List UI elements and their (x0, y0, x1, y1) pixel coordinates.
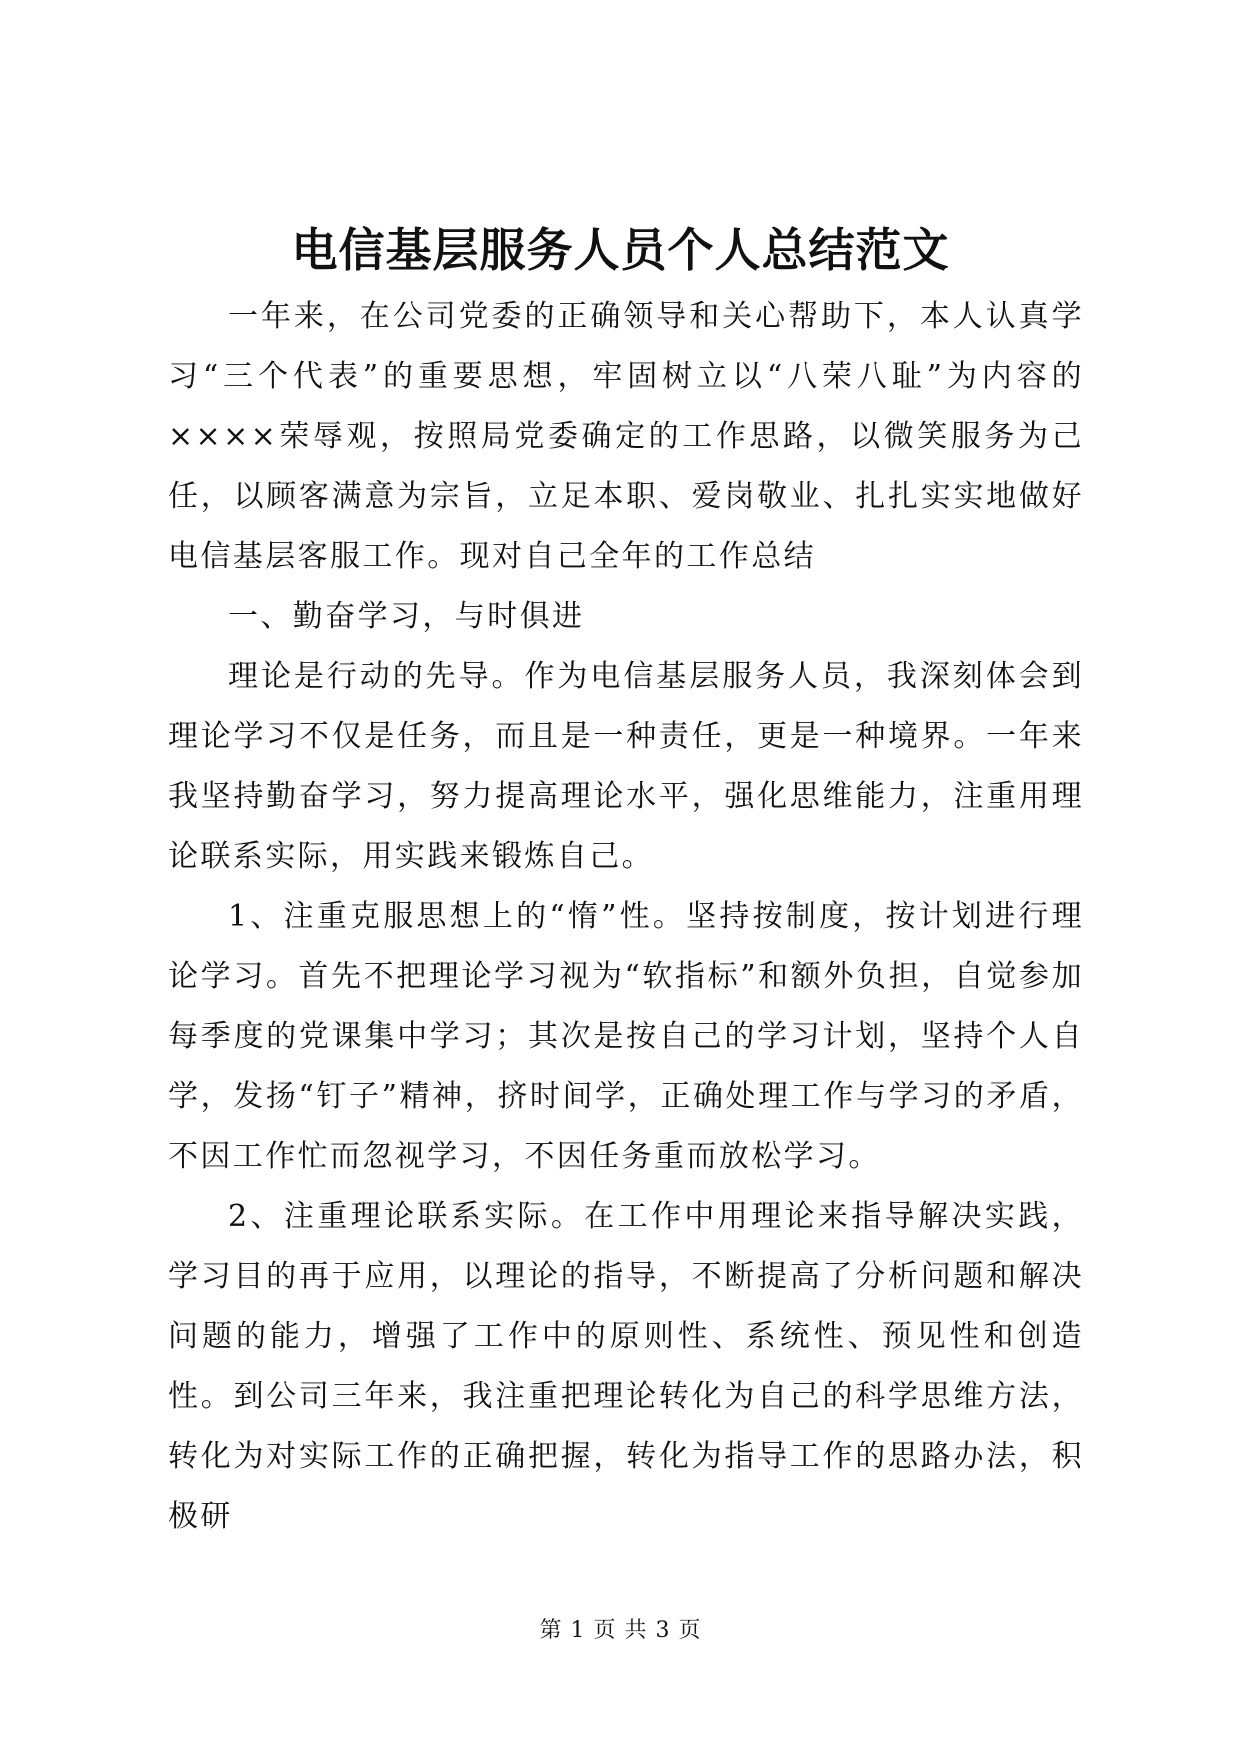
paragraph-theory: 理论是行动的先导。作为电信基层服务人员，我深刻体会到理论学习不仅是任务，而且是一种责任，更是一种境界。一年来我坚持勤奋学习，努力提高理论水平，强化思维能力，注重用理论联系实际，用实践来锻炼自己。 (168, 659, 1084, 874)
paragraph-point-1: 1、注重克服思想上的“惰”性。坚持按制度，按计划进行理论学习。首先不把理论学习视为“软指标”和额外负担，自觉参加每季度的党课集中学习；其次是按自己的学习计划，坚持个人自学，发扬“钉子”精神，挤时间学，正确处理工作与学习的矛盾，不因工作忙而忽视学习，不因任务重而放松学习。 (168, 899, 1084, 1174)
document-title: 电信基层服务人员个人总结范文 (291, 223, 950, 277)
document-body (168, 287, 1084, 1547)
paragraph-intro: 一年来，在公司党委的正确领导和关心帮助下，本人认真学习“三个代表”的重要思想，牢固树立以“八荣八耻”为内容的××××荣辱观，按照局党委确定的工作思路，以微笑服务为己任，以顾客满意为宗旨，立足本职、爱岗敬业、扎扎实实地做好电信基层客服工作。现对自己全年的工作总结 (168, 299, 1084, 574)
section-heading-1: 一、勤奋学习，与时俱进 (228, 599, 585, 634)
page-footer: 第 1 页 共 3 页 (539, 1618, 702, 1643)
paragraph-point-2: 2、注重理论联系实际。在工作中用理论来指导解决实践，学习目的再于应用，以理论的指导，不断提高了分析问题和解决问题的能力，增强了工作中的原则性、系统性、预见性和创造性。到公司三年来，我注重把理论转化为自己的科学思维方法，转化为对实际工作的正确把握，转化为指导工作的思路办法，积极研 (168, 1199, 1084, 1534)
